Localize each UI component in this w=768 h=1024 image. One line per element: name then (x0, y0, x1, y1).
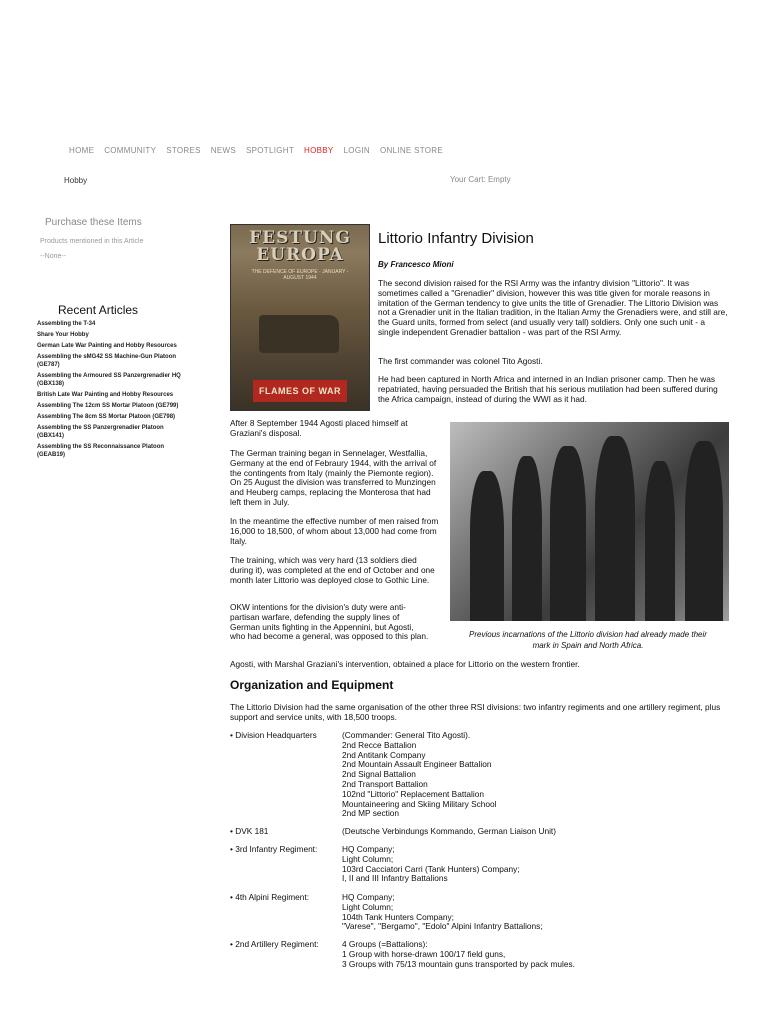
recent-article-link[interactable]: Share Your Hobby (37, 332, 89, 338)
org-unit-line: HQ Company; (342, 892, 395, 902)
org-units (342, 731, 722, 819)
org-unit-line: 2nd Antitank Company (342, 749, 426, 760)
org-unit-line: 2nd MP section (342, 808, 400, 819)
org-units (342, 893, 722, 932)
recent-article-link[interactable]: Assembling the Armoured SS Panzergrenadier HQ (GBX138) (37, 373, 181, 387)
recent-article-link[interactable]: British Late War Painting and Hobby Resources (37, 392, 174, 398)
purchase-subtitle: Products mentioned in this Article (40, 238, 144, 245)
recent-article-link[interactable]: Assembling the sMG42 SS Machine-Gun Platoon (GE787) (37, 354, 177, 368)
org-unit-line: I, II and III Infantry Battalions (342, 873, 448, 884)
paragraph-6: In the meantime the effective number of men raised from 16,000 to 18,500, of whom about 13,000 had come from Italy. (230, 516, 439, 546)
org-label: • Division Headquarters (230, 730, 317, 740)
paragraph-2: The first commander was colonel Tito Agosti. (378, 356, 543, 366)
org-unit-line: 4 Groups (=Battalions): (342, 939, 428, 949)
photo-figure (595, 436, 635, 621)
recent-article-link[interactable]: Assembling The 8cm SS Mortar Platoon (GE798) (37, 414, 176, 420)
org-unit-line: 2nd Signal Battalion (342, 769, 416, 780)
org-unit-line: 2nd Transport Battalion (342, 778, 428, 789)
recent-articles-list (37, 320, 185, 462)
org-unit-line: 102nd "Littorio" Replacement Battalion (342, 788, 484, 799)
org-unit-line: 2nd Recce Battalion (342, 739, 417, 750)
org-unit-line: Light Column; (342, 853, 394, 864)
nav-stores[interactable]: STORES (166, 146, 201, 155)
recent-article-link[interactable]: Assembling the SS Panzergrenadier Platoon (GBX141) (37, 425, 164, 439)
org-unit-line: Mountaineering and Skiing Military School (342, 798, 497, 809)
nav-news[interactable]: NEWS (210, 146, 236, 155)
org-unit-line: 1 Group with horse-drawn 100/17 field guns, (342, 948, 506, 959)
org-unit-line: 104th Tank Hunters Company; (342, 911, 454, 922)
org-unit-line: (Commander: General Tito Agosti). (342, 730, 471, 740)
recent-article-link[interactable]: Assembling the T-34 (37, 321, 96, 327)
cart-status[interactable]: Your Cart: Empty (450, 175, 511, 184)
photo-figure (470, 471, 504, 621)
nav-spotlight[interactable]: SPOTLIGHT (246, 146, 295, 155)
org-unit-line: Light Column; (342, 901, 394, 912)
org-unit-line: (Deutsche Verbindungs Kommando, German Liaison Unit) (342, 826, 556, 836)
org-unit-line: HQ Company; (342, 844, 395, 854)
recent-article-link[interactable]: Assembling the SS Reconnaissance Platoon (GEAB19) (37, 444, 165, 458)
cover-brand: FLAMES OF WAR (253, 380, 347, 402)
org-label: • 3rd Infantry Regiment: (230, 844, 318, 854)
paragraph-1: The second division raised for the RSI Army was the infantry division "Littorio". It was sometimes called a "Grenadier" division, however this was title given for morale reasons in imitation of the German tendency to give units the title of Grenadier. The Littorio Division was not a Grenadier unit in the Italian tradition, in the Italian Army the Grenadiers were, and still are, the Guard units, formed from select (and usually very tall) soldiers. Only one such unit - a single independent Grenadier battalion - was part of the RSI Army. (378, 278, 728, 337)
article-author: By Francesco Mioni (378, 260, 454, 269)
nav-community[interactable]: COMMUNITY (104, 146, 157, 155)
paragraph-4: After 8 September 1944 Agosti placed himself at Graziani's disposal. (230, 418, 408, 438)
org-unit-line: 103rd Cacciatori Carri (Tank Hunters) Company; (342, 863, 520, 874)
cover-subtitle: THE DEFENCE OF EUROPE · JANUARY - AUGUST 1944 (251, 269, 349, 281)
org-unit-line: 2nd Mountain Assault Engineer Battalion (342, 759, 492, 770)
photo-caption: Previous incarnations of the Littorio division had already made their mark in Spain and North Africa. (469, 630, 707, 650)
nav-login[interactable]: LOGIN (343, 146, 370, 155)
paragraph-9: Agosti, with Marshal Graziani's intervention, obtained a place for Littorio on the western frontier. (230, 659, 580, 669)
recent-articles-title: Recent Articles (58, 303, 139, 317)
breadcrumb[interactable]: Hobby (64, 176, 88, 185)
article-title: Littorio Infantry Division (378, 230, 534, 247)
soldiers-photo (450, 422, 729, 621)
paragraph-3: He had been captured in North Africa and interned in an Indian prisoner camp. Then he was repatriated, having persuaded the British that his serious mutilation had been suffered during the Africa campaign, instead of during the WWI as it had. (378, 374, 718, 404)
org-units (342, 845, 722, 884)
org-unit-line: "Varese", "Bergamo", "Edolo" Alpini Infantry Battalions; (342, 921, 543, 932)
nav-home[interactable]: HOME (69, 146, 95, 155)
photo-figure (685, 441, 723, 621)
top-nav (69, 146, 443, 155)
org-units (342, 827, 722, 837)
recent-article-link[interactable]: Assembling The 12cm SS Mortar Platoon (GE799) (37, 403, 179, 409)
purchase-none: --None-- (40, 253, 67, 260)
org-units (342, 940, 722, 969)
org-label: • 2nd Artillery Regiment: (230, 939, 319, 949)
org-label: • 4th Alpini Regiment: (230, 892, 310, 902)
photo-figure (512, 456, 542, 621)
nav-hobby[interactable]: HOBBY (304, 146, 334, 155)
purchase-title: Purchase these Items (45, 217, 142, 228)
org-label: • DVK 181 (230, 826, 269, 836)
section-heading: Organization and Equipment (230, 678, 394, 692)
photo-figure (645, 461, 675, 621)
org-unit-line: 3 Groups with 75/13 mountain guns transported by pack mules. (342, 958, 575, 969)
paragraph-8: OKW intentions for the division's duty were anti-partisan warfare, defending the supply lines of German units fighting in the Appennini, but Agosti, who had become a general, was opposed to this plan. (230, 602, 429, 642)
paragraph-10: The Littorio Division had the same organisation of the other three RSI divisions: two infantry regiments and one artillery regiment, plus support and service units, with 18,500 troops. (230, 702, 721, 722)
photo-figure (550, 446, 586, 621)
book-cover-image (230, 224, 370, 411)
recent-article-link[interactable]: German Late War Painting and Hobby Resources (37, 343, 177, 349)
nav-online-store[interactable]: ONLINE STORE (379, 146, 443, 155)
cover-title: FESTUNG EUROPA (249, 228, 351, 265)
tank-illustration (259, 315, 339, 353)
paragraph-5: The German training began in Sennelager, Westfallia, Germany at the end of Febraury 1944, with the arrival of the contingents from Italy (mainly the Piemonte region). On 25 August the division was transferred to Munzingen and Heuberg camps, replacing the Monterosa that had left them in July. (230, 448, 437, 507)
paragraph-7: The training, which was very hard (13 soldiers died during it), was completed at the end of October and one month later Littorio was deployed close to Gothic Line. (230, 555, 435, 585)
